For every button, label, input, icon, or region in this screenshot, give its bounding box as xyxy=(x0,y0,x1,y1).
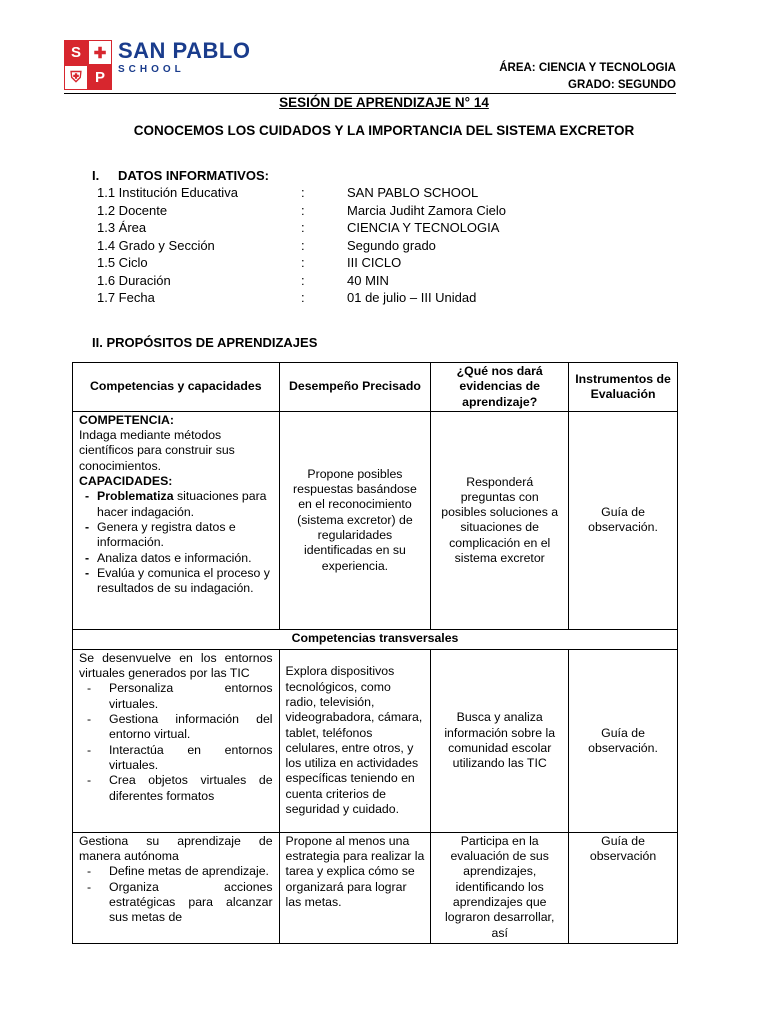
logo-s: S xyxy=(64,40,88,65)
info-value: CIENCIA Y TECNOLOGIA xyxy=(347,220,500,235)
info-value: Marcia Judiht Zamora Cielo xyxy=(347,202,506,218)
table-row xyxy=(73,649,678,832)
cell-instrumento: Guía de observación. xyxy=(569,649,678,832)
header-grado: GRADO: SEGUNDO xyxy=(568,79,676,91)
cell-desempeno: Propone posibles respuestas basándose en el reconocimiento (sistema excretor) de regularidades identificadas en su experiencia. xyxy=(279,411,431,629)
info-value: 40 MIN xyxy=(347,272,389,288)
info-label: 1.7 Fecha xyxy=(97,290,155,305)
header-instrumentos: Instrumentos de Evaluación xyxy=(569,363,678,412)
logo-sub: SCHOOL xyxy=(118,64,185,75)
list-item: - Gestiona información del entorno virtual. xyxy=(109,712,273,743)
header-info xyxy=(499,60,676,94)
list-item: - Personaliza entornos virtuales. xyxy=(109,681,273,712)
cell-evidencia: Participa en la evaluación de sus aprendizajes, identificando los aprendizajes que lograron desarrollar, así xyxy=(431,832,569,943)
info-label: 1.2 Docente xyxy=(97,202,168,218)
info-row xyxy=(97,219,597,237)
info-colon: : xyxy=(301,272,305,288)
capacidades-label: CAPACIDADES: xyxy=(79,474,173,489)
info-label: 1.5 Ciclo xyxy=(97,255,148,270)
cell-instrumento: Guía de observación. xyxy=(569,411,678,629)
info-colon: : xyxy=(301,255,305,270)
info-value: III CICLO xyxy=(347,255,402,270)
transversal-heading: Competencias transversales xyxy=(73,629,678,649)
capacidades-list xyxy=(79,681,273,803)
info-value: Segundo grado xyxy=(347,237,436,253)
info-label: 1.4 Grado y Sección xyxy=(97,237,215,253)
info-value: 01 de julio – III Unidad xyxy=(347,290,477,305)
info-row xyxy=(97,184,597,202)
cell-desempeno: Propone al menos una estrategia para realizar la tarea y explica cómo se organizará para lograr las metas. xyxy=(279,832,431,943)
table-row xyxy=(73,411,678,629)
logo-name: SAN PABLO xyxy=(118,38,251,63)
info-list xyxy=(97,184,597,307)
info-colon: : xyxy=(301,202,305,218)
cap1-bold: Problematiza xyxy=(97,489,174,504)
table-row xyxy=(73,832,678,943)
purposes-table xyxy=(72,362,678,944)
info-label: 1.3 Área xyxy=(97,220,147,235)
cell-competencia xyxy=(73,832,280,943)
info-label: 1.1 Institución Educativa xyxy=(97,185,238,200)
competencia-text: Se desenvuelve en los entornos virtuales generados por las TIC xyxy=(79,650,273,681)
info-row xyxy=(97,272,597,290)
competencia-label: COMPETENCIA: xyxy=(79,412,174,427)
cell-instrumento: Guía de observación xyxy=(569,832,678,943)
logo-shield xyxy=(64,40,112,90)
competencia-text: Gestiona su aprendizaje de manera autónoma xyxy=(79,833,273,864)
list-item: - Evalúa y comunica el proceso y resultados de su indagación. xyxy=(97,566,273,597)
table-header-row xyxy=(73,363,678,412)
school-logo xyxy=(64,40,250,90)
capacidades-list xyxy=(79,489,273,596)
cell-evidencia: Busca y analiza información sobre la comunidad escolar utilizando las TIC xyxy=(431,649,569,832)
capacidades-list xyxy=(79,864,273,925)
info-row xyxy=(97,254,597,272)
info-colon: : xyxy=(301,185,305,200)
section1-heading xyxy=(92,168,269,183)
header-evidencias: ¿Qué nos dará evidencias de aprendizaje? xyxy=(431,363,569,412)
logo-p: P xyxy=(88,65,112,90)
logo-cross: ✚ xyxy=(88,40,112,65)
cell-competencia xyxy=(73,411,280,629)
info-colon: : xyxy=(301,237,305,253)
header-competencias: Competencias y capacidades xyxy=(73,363,280,412)
list-item: - Analiza datos e información. xyxy=(97,551,273,566)
header-desempeno: Desempeño Precisado xyxy=(279,363,431,412)
session-title: SESIÓN DE APRENDIZAJE N° 14 xyxy=(279,95,489,110)
list-item: - Organiza acciones estratégicas para alcanzar sus metas de xyxy=(109,880,273,926)
cap1-rest: situaciones para hacer indagación. xyxy=(97,489,267,519)
list-item: - Define metas de aprendizaje. xyxy=(109,864,273,879)
logo-crest: ⛨ xyxy=(64,65,88,90)
header-area: ÁREA: CIENCIA Y TECNOLOGIA xyxy=(499,62,676,74)
header-divider xyxy=(64,93,676,94)
table-row xyxy=(73,629,678,649)
list-item: - Interactúa en entornos virtuales. xyxy=(109,743,273,774)
section2-heading: II. PROPÓSITOS DE APRENDIZAJES xyxy=(92,335,318,350)
cell-desempeno: Explora dispositivos tecnológicos, como radio, televisión, videograbadora, cámara, tablet, teléfonos celulares, entre otros, y los utiliza en actividades específicas teniendo en cuenta criterios de seguridad y cuidado. xyxy=(279,649,431,832)
info-label: 1.6 Duración xyxy=(97,272,171,288)
competencia-text: Indaga mediante métodos científicos para construir sus conocimientos. xyxy=(79,428,235,473)
list-item xyxy=(97,489,273,520)
session-subtitle: CONOCEMOS LOS CUIDADOS Y LA IMPORTANCIA DEL SISTEMA EXCRETOR xyxy=(133,123,635,138)
section1-num: I. xyxy=(92,168,100,183)
info-row xyxy=(97,237,597,255)
info-colon: : xyxy=(301,220,305,235)
info-row xyxy=(97,289,597,307)
list-item: - Crea objetos virtuales de diferentes formatos xyxy=(109,773,273,804)
info-colon: : xyxy=(301,290,305,305)
cell-competencia xyxy=(73,649,280,832)
list-item: - Genera y registra datos e información. xyxy=(97,520,273,551)
info-row xyxy=(97,202,597,220)
section1-label: DATOS INFORMATIVOS: xyxy=(118,168,269,183)
info-value: SAN PABLO SCHOOL xyxy=(347,185,479,200)
cell-evidencia: Responderá preguntas con posibles soluciones a situaciones de complicación en el sistema excretor xyxy=(431,411,569,629)
